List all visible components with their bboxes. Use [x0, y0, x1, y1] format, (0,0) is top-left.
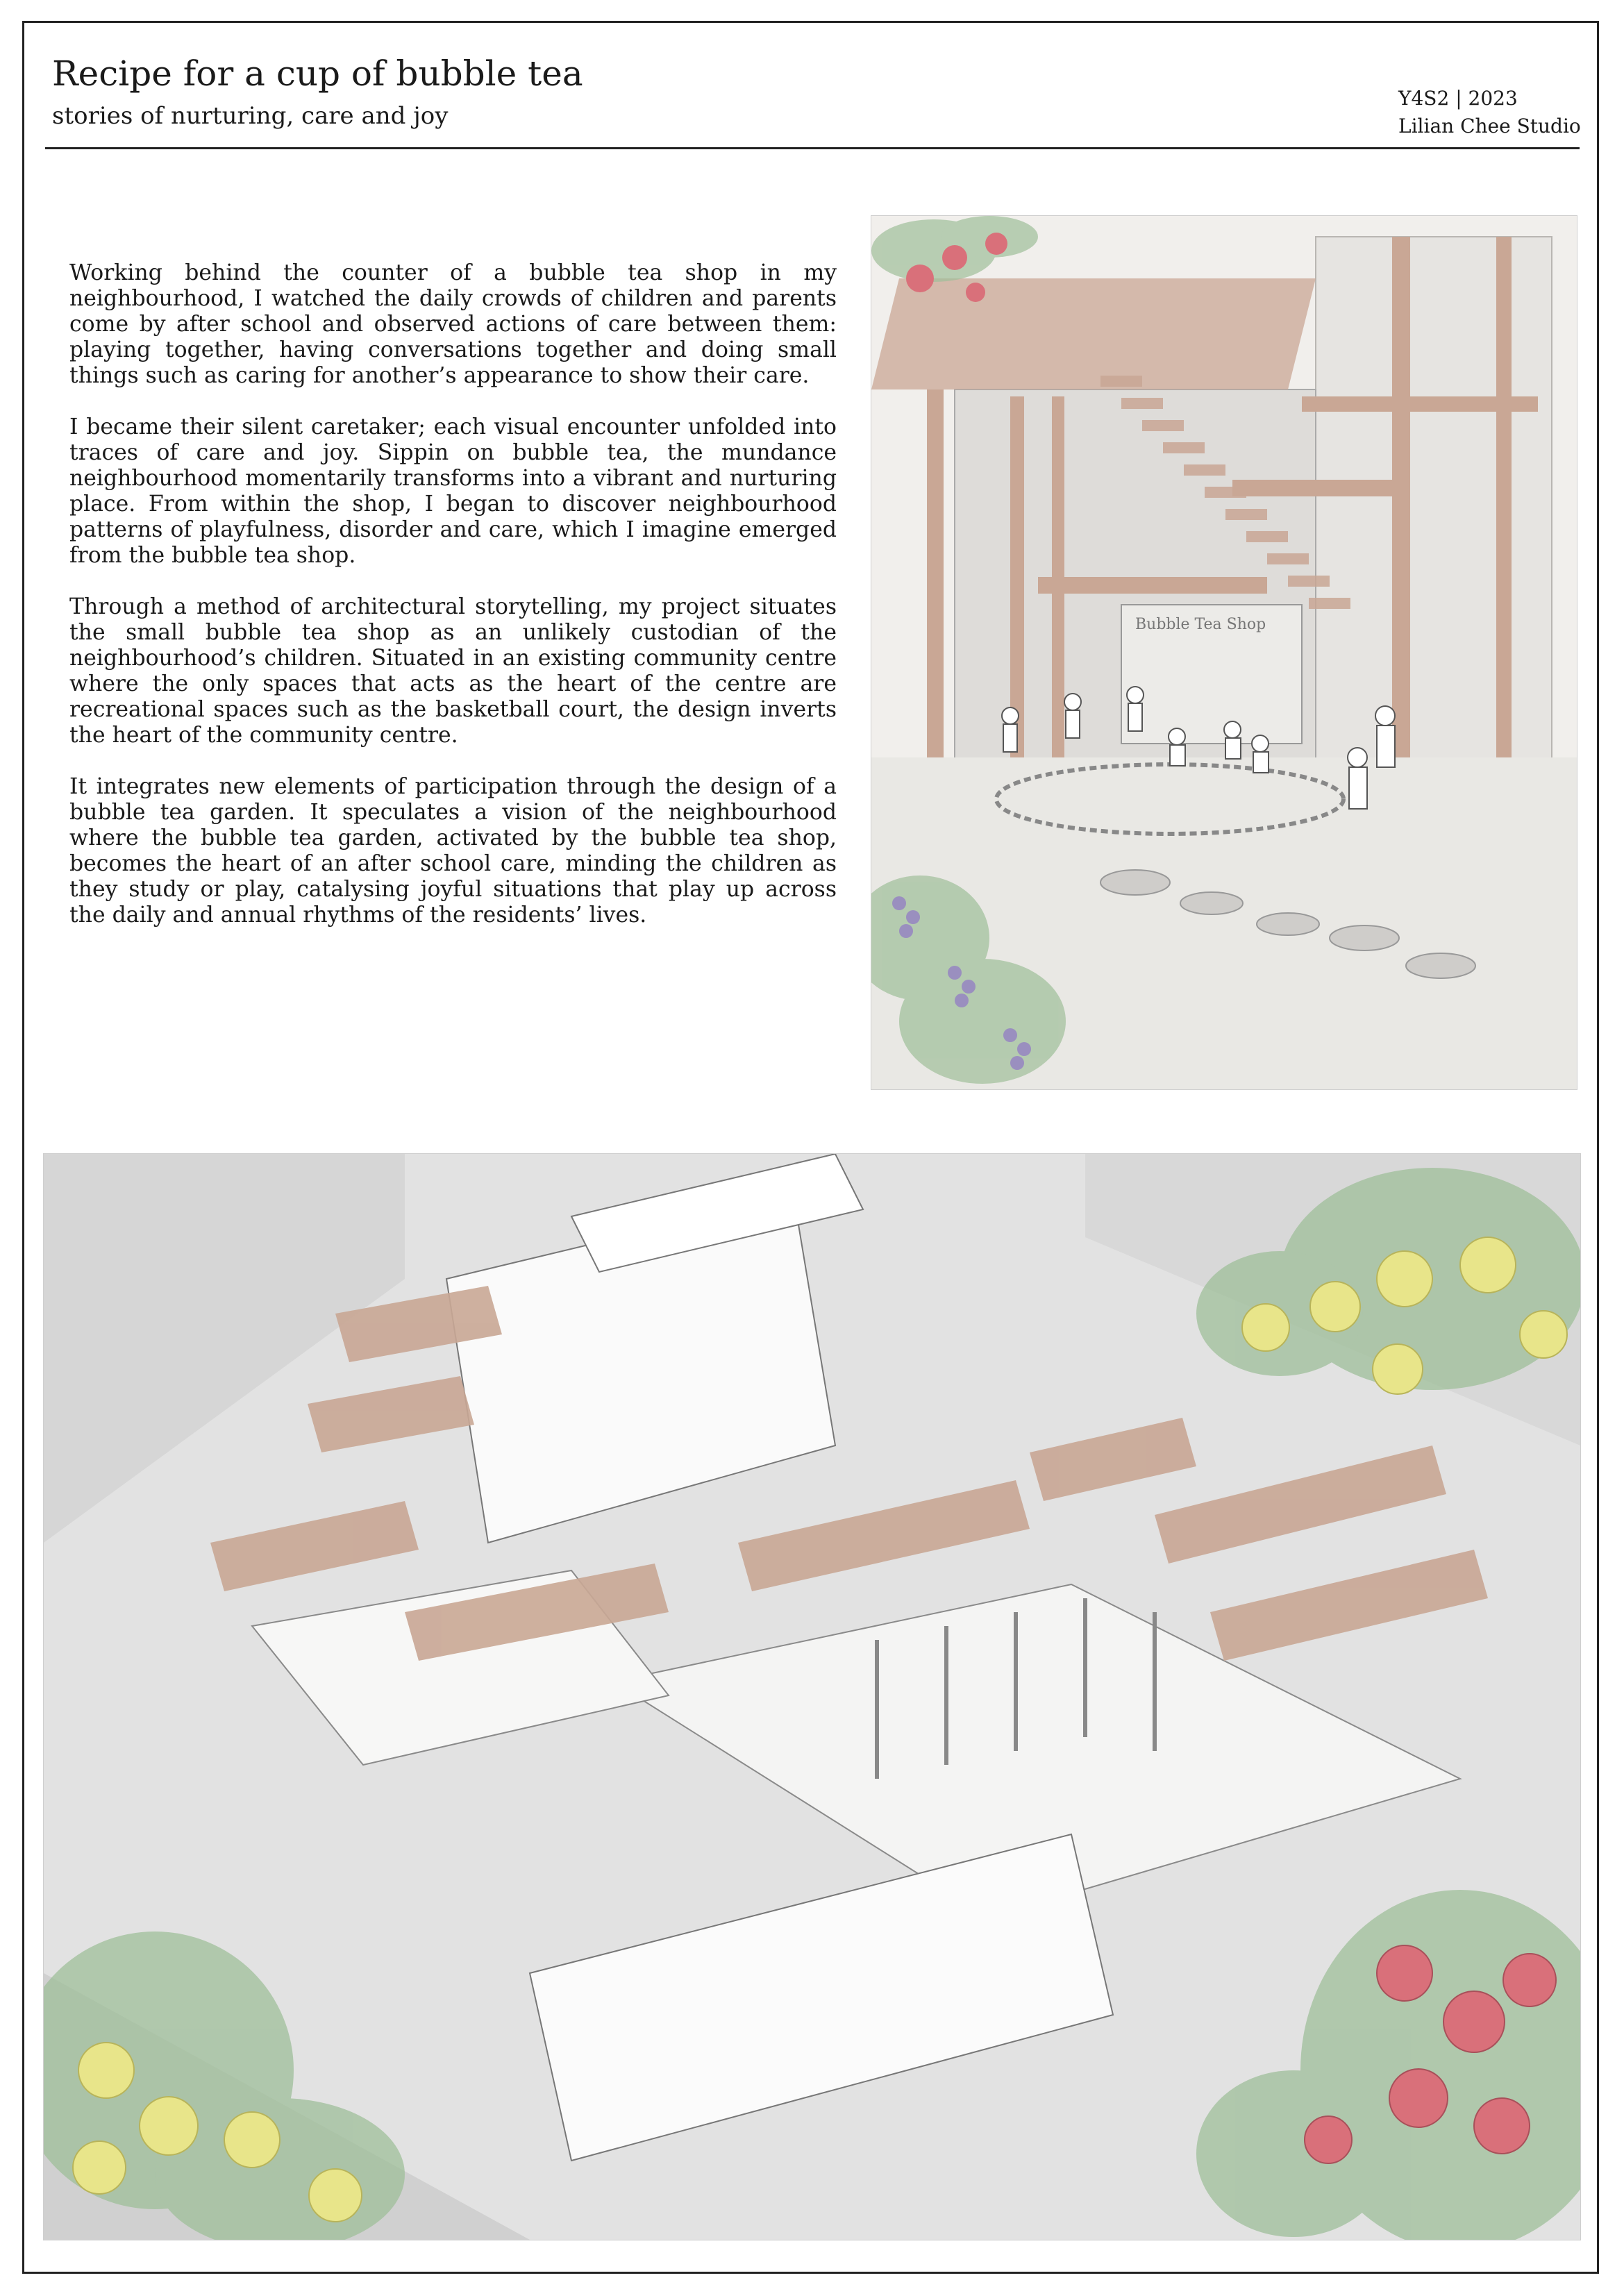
bubble-tea-shop-sign: Bubble Tea Shop [1135, 616, 1266, 633]
paragraph-1: Working behind the counter of a bubble tea shop in my neighbourhood, I watched the daily crowds of children and parents come by after school and observed actions of care between them: playing together, having conversations together and doing small things such as caring for another’s appearance to show their care. [69, 260, 837, 388]
interior-perspective-drawing [871, 216, 1577, 1089]
project-description [69, 260, 837, 954]
axonometric-drawing [44, 1154, 1580, 2240]
term-label: Y4S2 | 2023 [1398, 87, 1518, 110]
paragraph-4: It integrates new elements of participation through the design of a bubble tea garden. It speculates a vision of the neighbourhood where the bubble tea garden, activated by the bubble tea shop, becomes the heart of an after school care, minding the children as they study or play, catalysing joyful situations that play up across the daily and annual rhythms of the residents’ lives. [69, 774, 837, 928]
paragraph-3: Through a method of architectural storytelling, my project situates the small bubble tea shop as an unlikely custodian of the neighbourhood’s children. Situated in an existing community centre where the only spaces that acts as the heart of the centre are recreational spaces such as the basketball court, the design inverts the heart of the community centre. [69, 594, 837, 748]
studio-label: Lilian Chee Studio [1398, 115, 1581, 137]
header-divider [45, 147, 1580, 149]
paragraph-2: I became their silent caretaker; each visual encounter unfolded into traces of care and joy. Sippin on bubble tea, the mundance neighbourhood momentarily transforms into a vibrant and nurturing place. From within the shop, I began to discover neighbourhood patterns of playfulness, disorder and care, which I imagine emerged from the bubble tea shop. [69, 414, 837, 568]
project-meta [1398, 85, 1586, 140]
axonometric-site-illustration [43, 1153, 1581, 2240]
page-title: Recipe for a cup of bubble tea [52, 53, 583, 94]
interior-perspective-illustration [871, 215, 1577, 1090]
page-subtitle: stories of nurturing, care and joy [52, 102, 449, 130]
